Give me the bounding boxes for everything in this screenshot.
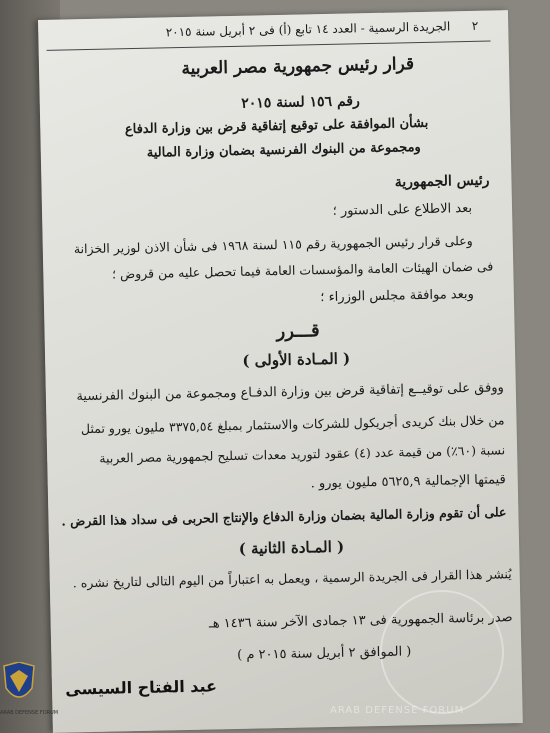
decree-subject-line-1: بشأن الموافقة على توقيع إتفاقية قرض بين وزارة الدفاع [124,115,429,138]
issuer-heading: رئيس الجمهورية [394,172,490,191]
decree-number: رقم ١٥٦ لسنة ٢٠١٥ [241,93,360,112]
article-1-line-2: من خلال بنك كريدى أجريكول للشركات والاستثمار بمبلغ ٣٣٧٥,٥٤ مليون يورو تمثل [80,412,505,437]
article-1-line-1: ووفق على توقيــع إتفاقية قرض بين وزارة الدفـاع ومجموعة من البنوك الفرنسية [76,380,504,405]
recital-cabinet: وبعد موافقة مجلس الوزراء ؛ [320,286,474,306]
article-1-line-3: نسبة (٦٠٪) من قيمة عدد (٤) عقود لتوريد معدات تسليح لجمهورية مصر العربية [99,442,506,466]
header-rule [47,41,491,51]
article-1-line-4: قيمتها الإجمالية ٥٦٢٥,٩ مليون يورو . [310,472,506,492]
recital-decree-1968-line-1: وعلى قرار رئيس الجمهورية رقم ١١٥ لسنة ١٩٦٨ فى شأن الاذن لوزير الخزانة [73,232,473,257]
watermark-text: ARAB DEFENSE FORUM [330,705,465,716]
decree-title: قرار رئيس جمهورية مصر العربية [181,54,415,80]
forum-logo-icon [2,662,36,710]
running-title: الجريدة الرسمية - العدد ١٤ تابع (أ) فى ٢ أبريل سنة ٢٠١٥ [165,19,451,40]
recital-decree-1968-line-2: فى ضمان الهيئات العامة والمؤسسات العامة فيما تحصل عليه من قروض ؛ [111,258,494,282]
page-number: ٢ [471,18,479,33]
watermark-emblem [380,590,504,714]
signature: عبد الفتاح السيسى [65,676,218,699]
decided-heading: قـــرر [276,320,320,343]
article-2-title: ( المـادة الثانية ) [238,537,345,558]
issuance-date-hijri: صدر برئاسة الجمهورية فى ١٣ جمادى الآخر سنة ١٤٣٦ هـ [208,610,513,632]
article-1-line-5: على أن تقوم وزارة المالية بضمان وزارة الدفاع والإنتاج الحربى فى سداد هذا القرض . [61,504,507,529]
article-1-title: ( المـادة الأولى ) [242,349,351,370]
recital-constitution: بعد الاطلاع على الدستور ؛ [332,200,473,219]
forum-logo-caption: ARAB DEFENSE FORUM [0,710,59,716]
issuance-date-gregorian: ( الموافق ٢ أبريل سنة ٢٠١٥ م ) [237,644,412,663]
decree-subject-line-2: ومجموعة من البنوك الفرنسية بضمان وزارة المالية [146,140,421,161]
article-2-text: يُنشر هذا القرار فى الجريدة الرسمية ، ويعمل به اعتباراً من اليوم التالى لتاريخ نشره . [72,566,512,591]
